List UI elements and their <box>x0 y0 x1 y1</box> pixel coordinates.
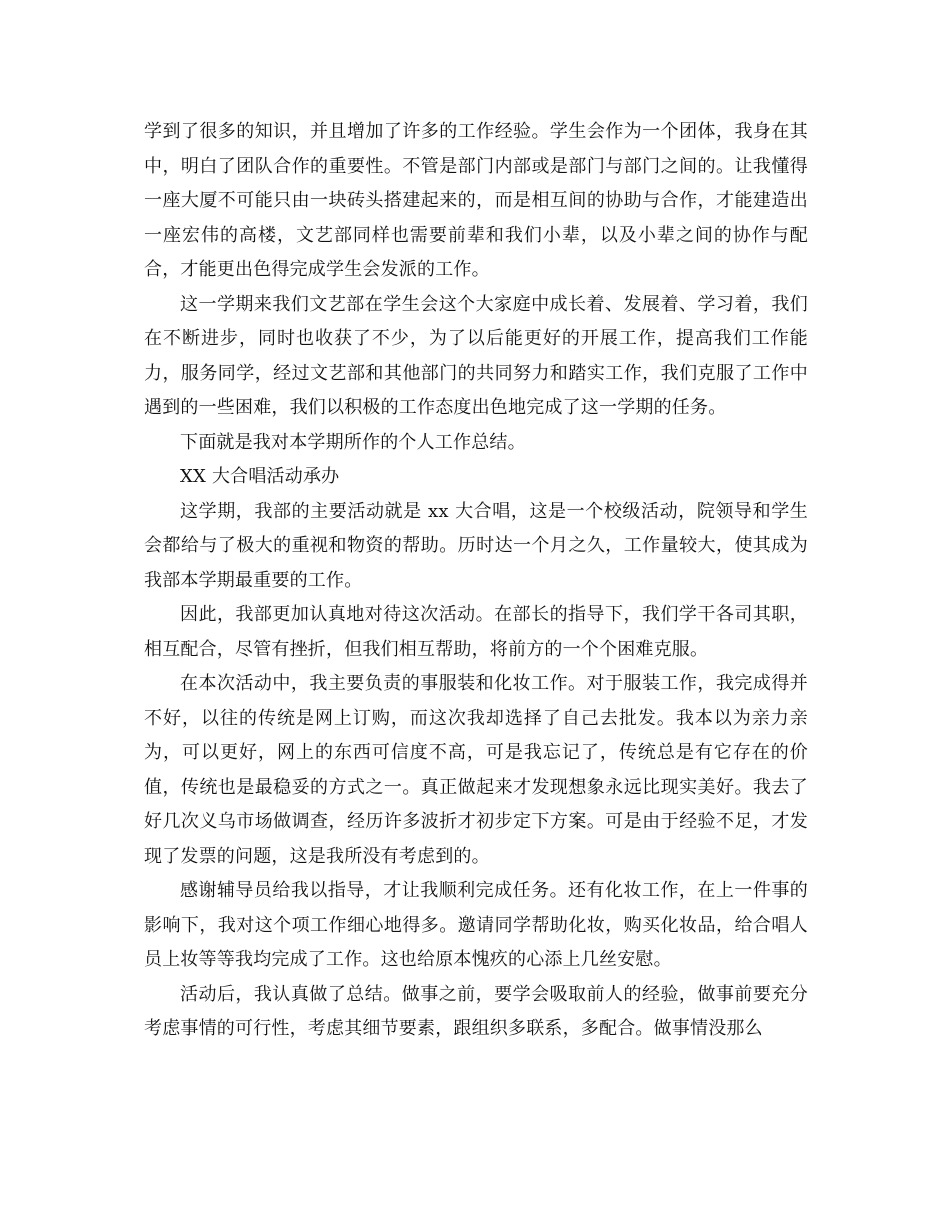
paragraph-8: 感谢辅导员给我以指导，才让我顺利完成任务。还有化妆工作，在上一件事的影响下，我对这个项工作细心地得多。邀请同学帮助化妆，购买化妆品，给合唱人员上妆等等我均完成了工作。这也给原本愧疚的心添上几丝安慰。 <box>144 880 808 970</box>
paragraph-2: 这一学期来我们文艺部在学生会这个大家庭中成长着、发展着、学习着，我们在不断进步，同时也收获了不少，为了以后能更好的开展工作，提高我们工作能力，服务同学，经过文艺部和其他部门的共同努力和踏实工作，我们克服了工作中遇到的一些困难，我们以积极的工作态度出色地完成了这一学期的任务。 <box>144 293 808 418</box>
paragraph-1: 学到了很多的知识，并且增加了许多的工作经验。学生会作为一个团体，我身在其中，明白了团队合作的重要性。不管是部门内部或是部门与部门之间的。让我懂得一座大厦不可能只由一块砖头搭建起来的，而是相互间的协助与合作，才能建造出一座宏伟的高楼，文艺部同样也需要前辈和我们小辈，以及小辈之间的协作与配合，才能更出色得完成学生会发派的工作。 <box>144 121 808 280</box>
paragraph-3: 下面就是我对本学期所作的个人工作总结。 <box>180 431 526 453</box>
paragraph-7: 在本次活动中，我主要负责的事服装和化妆工作。对于服装工作，我完成得并不好，以往的传统是网上订购，而这次我却选择了自己去批发。我本以为亲力亲为，可以更好，网上的东西可信度不高，可是我忘记了，传统总是有它存在的价值，传统也是最稳妥的方式之一。真正做起来才发现想象永远比现实美好。我去了好几次义乌市场做调查，经历许多波折才初步定下方案。可是由于经验不足，才发现了发票的问题，这是我所没有考虑到的。 <box>144 673 808 867</box>
document-body <box>144 115 808 1047</box>
paragraph-5: 这学期，我部的主要活动就是 xx 大合唱，这是一个校级活动，院领导和学生会都给与了极大的重视和物资的帮助。历时达一个月之久，工作量较大，使其成为我部本学期最重要的工作。 <box>144 500 808 591</box>
paragraph-9: 活动后，我认真做了总结。做事之前，要学会吸取前人的经验，做事前要充分考虑事情的可行性，考虑其细节要素，跟组织多联系，多配合。做事情没那么 <box>144 983 808 1039</box>
paragraph-6: 因此，我部更加认真地对待这次活动。在部长的指导下，我们学干各司其职，相互配合，尽管有挫折，但我们相互帮助，将前方的一个个困难克服。 <box>144 604 808 660</box>
section-heading: XX 大合唱活动承办 <box>180 466 340 487</box>
